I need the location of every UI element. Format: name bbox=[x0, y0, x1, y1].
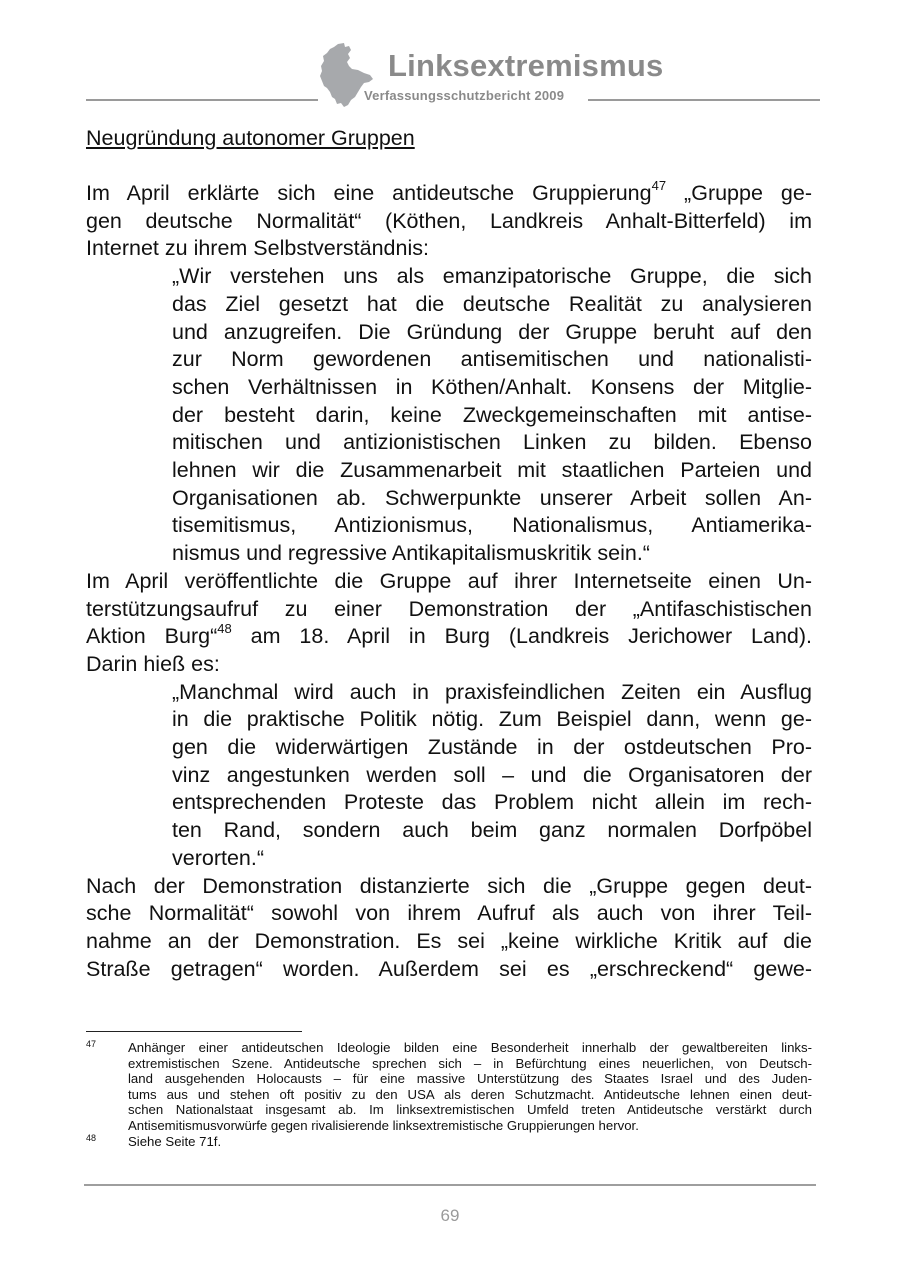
footnote-line: Antisemitismusvorwürfe gegen rivalisierende linksextremistische Gruppierungen hervor. bbox=[128, 1117, 639, 1133]
footnote-number: 48 bbox=[86, 1132, 97, 1143]
quote-line: verorten.“ bbox=[172, 845, 265, 870]
quote-line: tisemitismus, Antizionismus, Nationalismus, Antiamerika- bbox=[172, 513, 812, 538]
text-line: terstützungsaufruf zu einer Demonstration der „Antifaschistischen bbox=[86, 596, 812, 621]
quote-line: vinz angestunken werden soll – und die Organisatoren der bbox=[172, 762, 812, 787]
header-rule-right bbox=[588, 99, 820, 101]
footnote-47 bbox=[86, 1040, 812, 1134]
text-line: sche Normalität“ sowohl von ihrem Aufruf als auch von ihrer Teil- bbox=[86, 901, 812, 926]
text-line: Darin hieß es: bbox=[86, 651, 220, 676]
quote-line: in die praktische Politik nötig. Zum Beispiel dann, wenn ge- bbox=[172, 707, 812, 732]
page-number: 69 bbox=[440, 1206, 460, 1225]
footnote-separator bbox=[86, 1031, 302, 1032]
blockquote-2 bbox=[172, 679, 812, 873]
text-line: Aktion Burg“$^{48}$ am 18. April in Burg (Landkreis Jerichower Land). bbox=[86, 621, 813, 649]
footnote-line: Siehe Seite 71f. bbox=[128, 1133, 222, 1149]
text-line: gen deutsche Normalität“ (Köthen, Landkreis Anhalt-Bitterfeld) im bbox=[86, 208, 812, 233]
quote-line: entsprechenden Proteste das Problem nicht allein im rech- bbox=[172, 790, 812, 815]
text-line: nahme an der Demonstration. Es sei „keine wirkliche Kritik auf die bbox=[86, 928, 812, 953]
quote-line: nismus und regressive Antikapitalismuskritik sein.“ bbox=[172, 541, 650, 566]
paragraph-2 bbox=[86, 568, 812, 679]
text-line: Straße getragen“ worden. Außerdem sei es „erschreckend“ gewe- bbox=[86, 956, 812, 981]
footnote-line: extremistischen Szene. Antideutsche sprechen sich – in Befürchtung eines neuerlichen, von Deutsch- bbox=[128, 1055, 812, 1071]
quote-line: zur Norm gewordenen antisemitischen und nationalisti- bbox=[172, 347, 812, 372]
quote-line: „Wir verstehen uns als emanzipatorische Gruppe, die sich bbox=[172, 264, 812, 289]
footnote-line: tums aus und stehen oft positiv zu den USA als deren Schutzmacht. Antideutsche lehnen einen deut- bbox=[128, 1086, 812, 1102]
report-subtitle: Verfassungsschutzbericht 2009 bbox=[364, 88, 565, 103]
footnote-line: Anhänger einer antideutschen Ideologie bilden eine Besonderheit innerhalb der gewaltbereiten links- bbox=[128, 1040, 812, 1055]
quote-line: und anzugreifen. Die Gründung der Gruppe beruht auf den bbox=[172, 319, 812, 344]
page-header bbox=[0, 0, 900, 110]
footnote-48 bbox=[86, 1134, 812, 1150]
text-line: Nach der Demonstration distanzierte sich die „Gruppe gegen deut- bbox=[86, 873, 812, 898]
footnote-number: 47 bbox=[86, 1039, 97, 1049]
footnote-ref-48[interactable]: 48 bbox=[217, 621, 232, 637]
header-rule-left bbox=[86, 99, 318, 101]
footnotes bbox=[86, 1040, 812, 1149]
quote-line: „Manchmal wird auch in praxisfeindlichen Zeiten ein Ausflug bbox=[172, 679, 812, 704]
blockquote-1 bbox=[172, 263, 812, 568]
quote-line: gen die widerwärtigen Zustände in der ostdeutschen Pro- bbox=[172, 735, 812, 760]
quote-line: lehnen wir die Zusammenarbeit mit staatlichen Parteien und bbox=[172, 458, 812, 483]
quote-line: das Ziel gesetzt hat die deutsche Realität zu analysieren bbox=[172, 291, 812, 316]
quote-line: schen Verhältnissen in Köthen/Anhalt. Konsens der Mitglie- bbox=[172, 374, 812, 399]
quote-line: mitischen und antizionistischen Linken zu bilden. Ebenso bbox=[172, 430, 812, 455]
main-content bbox=[86, 124, 812, 983]
quote-line: Organisationen ab. Schwerpunkte unserer Arbeit sollen An- bbox=[172, 485, 812, 510]
quote-line: ten Rand, sondern auch beim ganz normalen Dorfpöbel bbox=[172, 818, 812, 843]
report-title: Linksextremismus bbox=[388, 48, 664, 83]
quote-line: der besteht darin, keine Zweckgemeinschaften mit antise- bbox=[172, 402, 812, 427]
text-line: Im April erklärte sich eine antideutsche Gruppierung$^{47}$ „Gruppe ge- bbox=[86, 178, 812, 205]
text-line: Internet zu ihrem Selbstverständnis: bbox=[86, 236, 429, 261]
footnote-line: land ausgehenden Holocausts – für eine massive Unterstützung des Staates Israel und des Juden- bbox=[128, 1071, 812, 1087]
section-heading: Neugründung autonomer Gruppen bbox=[86, 126, 415, 150]
paragraph-3 bbox=[86, 873, 812, 984]
footer-rule bbox=[84, 1184, 816, 1186]
paragraph-1 bbox=[86, 180, 812, 263]
footnote-ref-47[interactable]: 47 bbox=[651, 178, 667, 193]
text-line: Im April veröffentlichte die Gruppe auf ihrer Internetseite einen Un- bbox=[86, 568, 812, 593]
footnote-line: schen Nationalstaat insgesamt ab. Im linksextremistischen Umfeld treten Antideutsche verstärkt durch bbox=[128, 1102, 812, 1118]
